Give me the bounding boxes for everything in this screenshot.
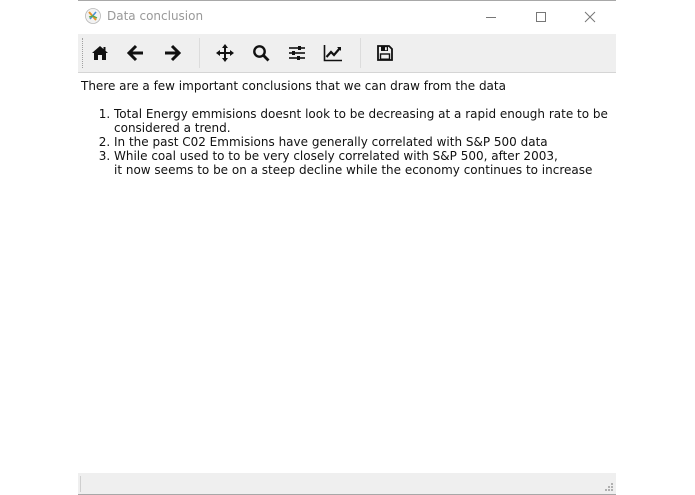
toolbar-grip-handle[interactable]: [82, 38, 84, 68]
intro-text: There are a few important conclusions that we can draw from the data: [81, 79, 506, 93]
close-button[interactable]: [575, 7, 605, 27]
app-logo-icon: [85, 8, 101, 24]
floppy-disk-icon: [376, 44, 394, 62]
back-button[interactable]: [122, 39, 150, 67]
close-icon: [584, 11, 596, 23]
minimize-icon: [485, 11, 497, 23]
title-bar[interactable]: [78, 1, 616, 33]
resize-grip-icon[interactable]: [604, 482, 614, 492]
configure-subplots-button[interactable]: [283, 39, 311, 67]
maximize-icon: [535, 11, 547, 23]
toolbar-separator: [199, 38, 200, 68]
window-title: Data conclusion: [107, 9, 204, 23]
toolbar-separator: [360, 38, 361, 68]
conclusion-text-area: [81, 79, 611, 177]
list-item: 2. In the past C02 Emmisions have generally correlated with S&P 500 data: [114, 135, 611, 149]
move-icon: [215, 43, 235, 63]
sliders-icon: [288, 44, 306, 62]
status-bar: [78, 473, 616, 495]
arrow-right-icon: [163, 44, 181, 62]
line-chart-icon: [323, 44, 343, 62]
list-item-line-2: it now seems to be on a steep decline while the economy continues to increase: [114, 163, 593, 177]
save-button[interactable]: [371, 39, 399, 67]
app-window: [78, 0, 616, 494]
list-item: 1. Total Energy emmisions doesnt look to be decreasing at a rapid enough rate to be considered a trend.: [114, 107, 611, 135]
maximize-button[interactable]: [526, 7, 556, 27]
zoom-button[interactable]: [247, 39, 275, 67]
forward-button[interactable]: [158, 39, 186, 67]
home-icon: [91, 44, 109, 62]
conclusions-list: [81, 107, 611, 177]
navigation-toolbar: [78, 34, 616, 73]
pan-button[interactable]: [211, 39, 239, 67]
edit-axis-button[interactable]: [319, 39, 347, 67]
magnifier-icon: [252, 44, 270, 62]
arrow-left-icon: [127, 44, 145, 62]
home-button[interactable]: [86, 39, 114, 67]
status-bar-divider: [80, 476, 81, 492]
list-item: [114, 149, 611, 177]
minimize-button[interactable]: [476, 7, 506, 27]
list-item-line-1: While coal used to to be very closely correlated with S&P 500, after 2003,: [114, 149, 558, 163]
